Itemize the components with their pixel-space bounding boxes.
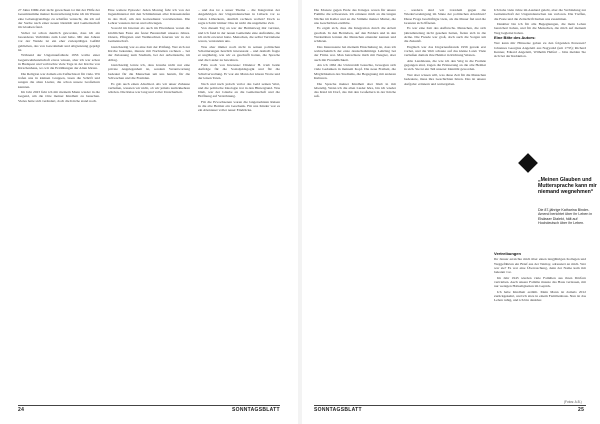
left-column-1 [18,8,100,404]
paragraph: Die Sprache meiner Kindheit aber blieb in mir lebendig. Wenn ich die alten Lieder höre, bin ich wieder das Kind im Dorf, das mit den Großeltern in der Kirche saß. [314,81,396,99]
magazine-name: SONNTAGSBLATT [232,407,280,413]
paragraph: Eine weitere Episode: Jeden Montag fuhr ich von der Jugendinternat mit den Schülerinnen aller Klassenstufen in das Dorf, um den Gottesdienst vorzubereiten. Die Lehrer wussten davon und schwiegen. [108,8,190,25]
left-column-2 [108,8,190,404]
paragraph: Alle Landsleute, die wie ich den Weg in die Fremde gegangen sind, tragen die Erinnerung an die alte Heimat in sich. Sie ist ein Teil unserer Identität geworden. [404,58,486,72]
paragraph: Es war eine Zeit des Aufbruchs. Menschen, die sich jahrzehntelang nicht gesehen hatten, fielen sich in die Arme. Die Freude war groß, doch auch die Sorgen um die Zukunft. [404,26,486,44]
article-lead: Die 87-jährige Katharina Binder-Amend berichtet über ihr Leben in Elsässer Dialekt, hält auf Hochdeutsch über ihr Leben. [538,208,593,226]
paragraph: Als ich 1962 die Universität besuchte, bewegten sich viele Gedanken in meinem Kopf. Die neue Freiheit, die Möglichkeiten des Studiums, die Begegnung mit anderen Kulturen. [314,63,396,81]
paragraph: – und das ist a unser Thema – die Integration der Angehörigen der Ungarndeutschen in Lübeck vor so vielen Lübeckern, deutlich rechnen wollen? Doch so sagte ich mir immer: Das ist nicht die ungeliebte Zeit. [198,8,280,25]
paragraph: – sondern sind wir trotzdem gegen die Wiedervereinigung im Sinne der politischen Absichten? Diese Frage beschäftigte viele, als die Mauer fiel und die Grenzen sich öffneten. [404,8,486,25]
article-headline: „Meinen Glauben und Muttersprache kann mir niemand wegnehmen“ [538,177,597,195]
paragraph: Es gab auch einen Abschied. Als wir unser Zuhause verließen, wussten wir nicht, ob wir jemals zurückkehren würden. Die Reise war lang und voller Unsicherheit. [108,81,190,95]
right-column-3-top [494,8,586,152]
paragraph: Sowohl im Internat als auch im Elternhaus waren die kirchlichen Feste ein fester Bestandteil unseres Jahres. Ostern, Pfingsten und Weihnachten feierten wir in der Gemeinschaft. [108,26,190,44]
left-column-3 [198,8,280,404]
paragraph: Sicher ist schon deutlich geworden, dass ich ein besonderes Verhältnis zum Land habe. Mit den Jahren vor der Wende ist ein eher zwiespältiges Gefühl geblieben, das von Gewohnheit und Abgrenzung geprägt ist. [18,30,100,52]
paragraph: Wer aber wissen will, was diese Zeit für die Menschen bedeutete, muss ihre Geschichten hören. Das ist unsere Aufgabe: erinnern und weitergeben. [404,72,486,86]
paragraph: Falls noch von Interesse: Direktor H. trieb beide Aufträge für die Sozialpädagogik und für die Schulverwaltung. Er war ein Mann der klaren Worte und der leisen Taten. [198,63,280,81]
paragraph: Dankbar bin ich für alle Begegnungen, die mein Leben bereichert haben, und für die Menschen, die mich auf meinem Weg begleitet haben. [494,22,586,35]
paragraph: Es ergab sich, dass die Integration durch die Arbeit geschah. In den Betrieben, auf den Feldern und in den Werkstätten lernten die Menschen einander kennen und schätzen. [314,26,396,44]
paragraph: Englisch war das Ungarnaufstands 1956 gerade erst vorbei, und die Welt schaute auf das kleine Land. Viele verließen damals ihre Heimat in Richtung Westen. [404,44,486,58]
paragraph: Von diesem Tag an war der Heimatweg mir vertraut, und ich fand in der neuen Gemeinde eine Aufnahme, die ich nicht erwartet hatte. Menschen, die selbst Vertriebene waren, verstanden uns. [198,26,280,44]
right-page [302,0,600,424]
author-request-heading: Eine Bitte des Autors: [494,35,536,41]
footer-rule [18,405,280,406]
right-column-1 [314,8,396,404]
right-column-2 [404,8,486,404]
photo-credit: (Fotos: A.B.) [564,400,582,404]
paragraph: Gleichzeitig lernte ich, dass Glaube nicht nur eine private Angelegenheit ist, sondern Verantwortung bedeutet für die Menschen um uns herum, für die Schwachen und die Fremden. [108,63,190,81]
paragraph: Ich habe viele Jahre im Ausland gelebt, aber die Verbindung zur Gemeinschaft der Ungarndeutschen nie verloren. Die Treffen, die Feste und die Zeitschrift hielten uns zusammen. [494,8,586,21]
paragraph: Im Jahr 1945 wurden viele Familien aus ihren Dörfern vertrieben. Auch unsere Familie musste das Haus verlassen, mit nur wenigen Habseligkeiten im Gepäck. [494,275,586,289]
paragraph: Die Religion war damals ein Zufluchtsort für viele. Wir trafen uns in kleinen Gruppen, lasen die Schrift und sangen die alten Lieder, die schon unsere Großeltern kannten. [18,71,100,89]
section-heading: Vertreibungen [494,252,521,256]
left-page [0,0,298,424]
paragraph: Das Interessante bei meinem Einschulung ist, dass ich wahrscheinlich der erste deutschstämmige Lehrling bei der Firma war. Man betrachtete mich mit Neugier, aber auch mit Freundlichkeit. [314,44,396,62]
paragraph: Nach und nach jedoch verlor das Geld seinen Wert, und die politische Ideologie trat in den Hintergrund. Was blieb, war der Glaube an die Gemeinschaft und die Hoffnung auf Versöhnung. [198,81,280,99]
paragraph: Im Jahr 2023 fuhr ich mit meinem Mann wieder in die Gegend, um die Orte meiner Kindheit zu besuchen. Vieles hatte sich verändert, doch die Kirche stand noch. [18,90,100,103]
paragraph: Was aber immer noch nicht in seinen politischen Schattierungen herzlich interessant – und deshalb fragte er ungläubig, wie wir es geschafft hatten, die Sprache und die Lieder zu bewahren. [198,44,280,62]
paragraph: Die Monate gegen Ende des Krieges waren für unsere Familie die schwersten. Ich erinnere mich an die langen Nächte im Keller und an die Stimme meiner Mutter, die uns Geschichten erzählte. [314,8,396,25]
paragraph: Während der Ungarnaufstände 1956 wollte einer Gegenwehrkundschaft etwas wissen, aber ich war schon in Budapest und verbrachte viele Tage in der Kirche von Kirschenhaus, wo wir die Erzählungen der Alten hörten. [18,53,100,71]
paragraph: Gleichzeitig war es eine Zeit der Prüfung. Wer sich zur Kirche bekannte, musste mit Nachteilen rechnen – bei der Zulassung zum Studium, bei der Arbeitsstelle, im Alltag. [108,44,190,62]
paragraph: Ihr Januar erreichte mich über einen langjährigen Kollegen und Weggefährten ein Brief aus der Taimay, adressiert an mich. Wer war sie? Es war eine Überraschung, denn der Name kam mir bekannt vor. [494,257,586,275]
right-column-3-bottom [494,252,586,404]
page-number: 24 [18,407,25,413]
paragraph: Ich habe Kindheit erzählt. Mein Mann ist damals 2012 zurückgekehrt, und ich sitze in einem Familienhaus. Nun ist das Leben ruhig, und ich bin dankbar. [494,289,586,303]
page-number: 25 [578,407,585,413]
paragraph: Für die Erwachsenen waren die langersehnten Reisen in die alte Heimat ein Geschenk. Für uns Kinder war es ein Abenteuer voller neuer Eindrücke. [198,99,280,113]
magazine-name: SONNTAGSBLATT [314,407,362,413]
footer-rule [314,405,586,406]
diamond-ornament-icon [518,153,538,173]
paragraph: 27 Jahre DDR-Zeit nicht gewachsen ist mit der Hilfe der Gesamtsumme meiner Konvertierung habe ich im Westen eine Lebensgrundlage zu schaffen versucht, die ich auf der Suche nach einer neuen Identität und Gemeinschaft im Glauben fand. [18,8,100,30]
author-request-text: Wer kann mir Hinweise geben zu den folgenden Personen? Johannes Georgius Angeletti aus Nagyatád (um 1735); Richard Kenner, Eduard Angeletti, Wilhelm Helfert – bitte melden Sie sich bei der Redaktion. [494,41,586,59]
